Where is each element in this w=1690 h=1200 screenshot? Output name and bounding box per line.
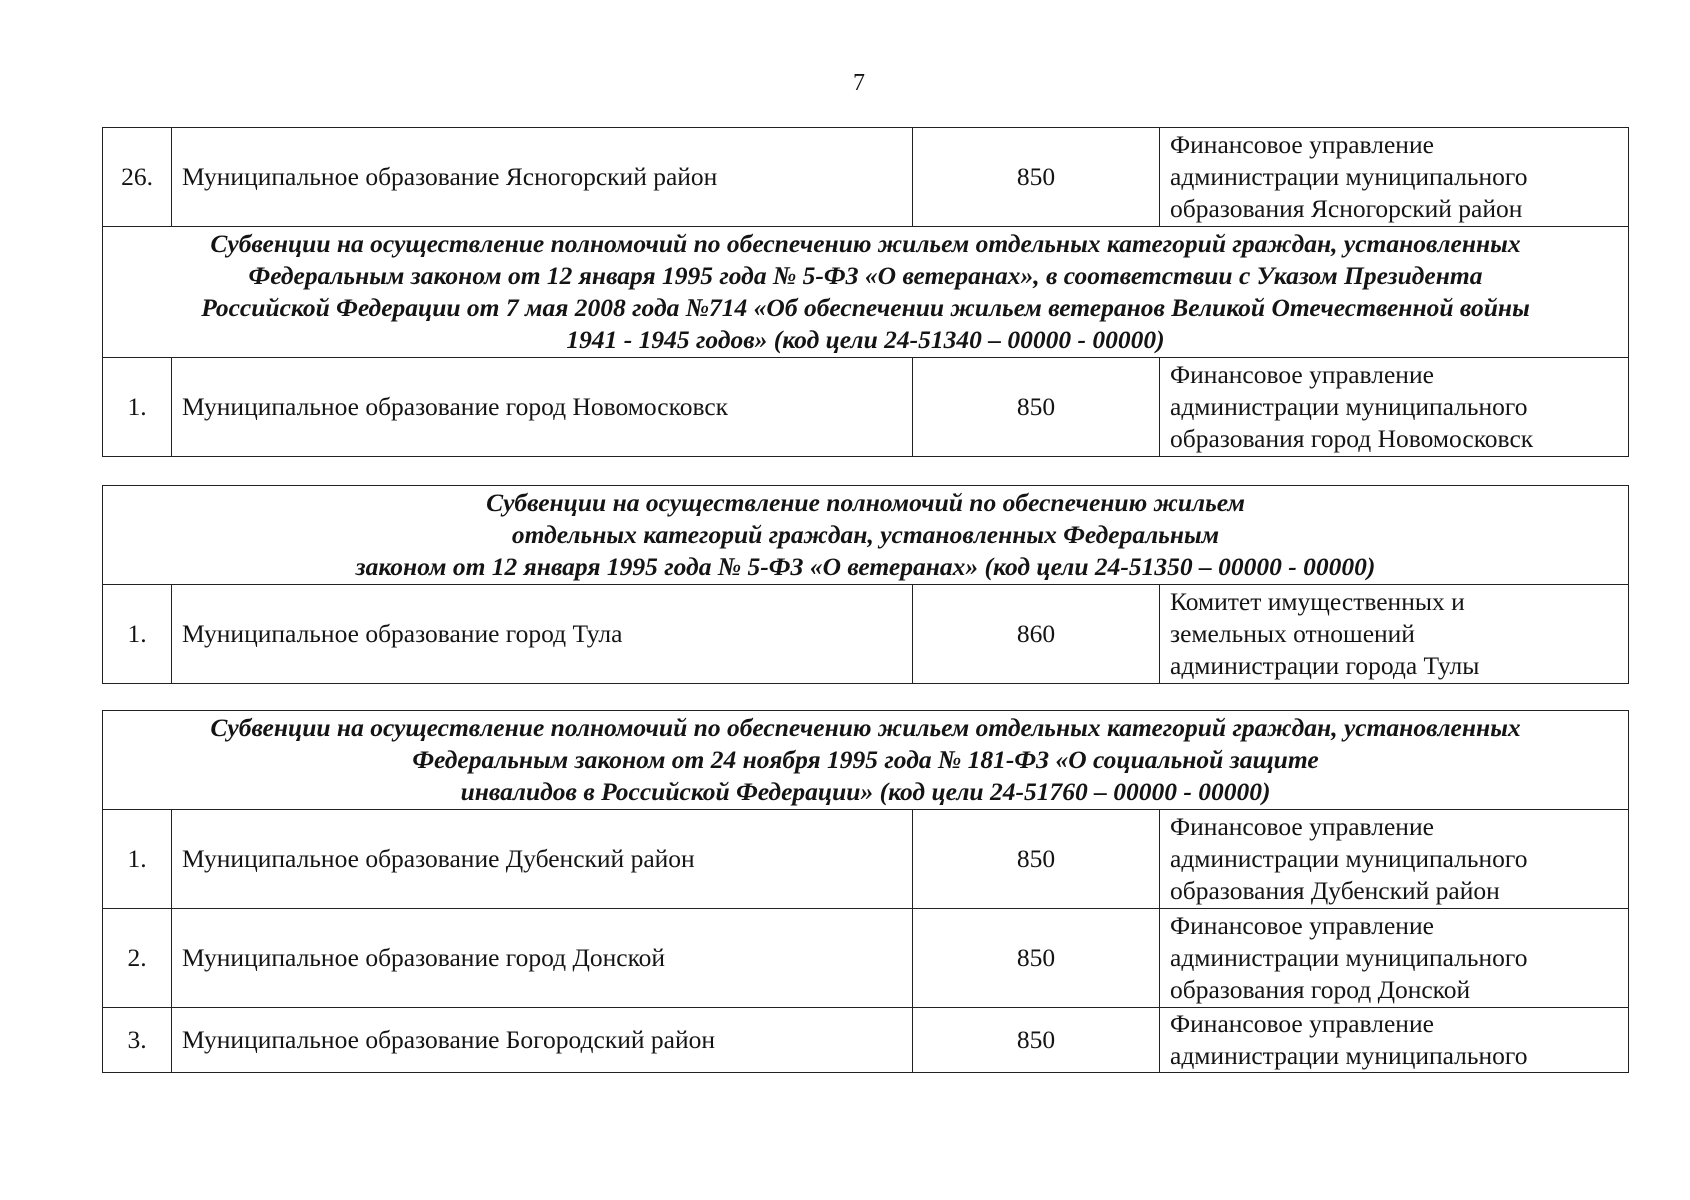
department-code: 850 (913, 1008, 1160, 1073)
organization-line: администрации муниципального (1170, 844, 1528, 873)
organization-line: Финансовое управление (1170, 360, 1434, 389)
organization-name (1160, 585, 1629, 684)
organization-line: образования Дубенский район (1170, 876, 1500, 905)
organization-line: администрации муниципального (1170, 392, 1528, 421)
department-code: 850 (913, 128, 1160, 227)
organization-line: Финансовое управление (1170, 911, 1434, 940)
organization-line: земельных отношений (1170, 619, 1415, 648)
table-row (103, 585, 1629, 684)
organization-name (1160, 1008, 1629, 1073)
heading-line: Федеральным законом от 24 ноября 1995 года № 181-ФЗ «О социальной защите (412, 745, 1319, 774)
row-number: 1. (103, 585, 172, 684)
municipality-name: Муниципальное образование город Новомосковск (172, 358, 913, 457)
section-heading-row (103, 486, 1629, 585)
municipality-name: Муниципальное образование город Донской (172, 909, 913, 1008)
organization-name (1160, 358, 1629, 457)
organization-name (1160, 810, 1629, 909)
organization-name (1160, 128, 1629, 227)
heading-line: Субвенции на осуществление полномочий по обеспечению жильем отдельных категорий граждан, установленных (210, 229, 1521, 258)
heading-line: законом от 12 января 1995 года № 5-ФЗ «О ветеранах» (код цели 24-51350 – 00000 - 00000) (355, 552, 1376, 581)
subvention-table-2 (102, 485, 1629, 684)
municipality-name: Муниципальное образование город Тула (172, 585, 913, 684)
organization-name (1160, 909, 1629, 1008)
page-number: 7 (853, 70, 865, 96)
heading-line: отдельных категорий граждан, установленных Федеральным (511, 520, 1220, 549)
organization-line: Финансовое управление (1170, 1009, 1434, 1038)
subvention-table-3 (102, 710, 1629, 1073)
table-row (103, 909, 1629, 1008)
organization-line: администрации муниципального (1170, 1041, 1528, 1070)
organization-line: администрации муниципального (1170, 943, 1528, 972)
department-code: 850 (913, 909, 1160, 1008)
table-row (103, 1008, 1629, 1073)
section-heading (103, 711, 1629, 810)
table-row (103, 358, 1629, 457)
table-row (103, 810, 1629, 909)
section-heading (103, 486, 1629, 585)
row-number: 2. (103, 909, 172, 1008)
municipality-name: Муниципальное образование Ясногорский район (172, 128, 913, 227)
organization-line: образования Ясногорский район (1170, 194, 1523, 223)
row-number: 3. (103, 1008, 172, 1073)
organization-line: Комитет имущественных и (1170, 587, 1465, 616)
municipality-name: Муниципальное образование Дубенский район (172, 810, 913, 909)
table-row (103, 128, 1629, 227)
heading-line: Субвенции на осуществление полномочий по обеспечению жильем отдельных категорий граждан, установленных (210, 713, 1521, 742)
department-code: 860 (913, 585, 1160, 684)
heading-line: Федеральным законом от 12 января 1995 года № 5-ФЗ «О ветеранах», в соответствии с Указом Президента (248, 261, 1483, 290)
row-number: 1. (103, 810, 172, 909)
section-heading-row (103, 711, 1629, 810)
organization-line: образования город Донской (1170, 975, 1471, 1004)
section-heading-row (103, 227, 1629, 358)
organization-line: Финансовое управление (1170, 130, 1434, 159)
heading-line: Субвенции на осуществление полномочий по обеспечению жильем (486, 488, 1245, 517)
organization-line: Финансовое управление (1170, 812, 1434, 841)
heading-line: Российской Федерации от 7 мая 2008 года №714 «Об обеспечении жильем ветеранов Великой Отечественной войны (201, 293, 1530, 322)
row-number: 26. (103, 128, 172, 227)
heading-line: 1941 - 1945 годов» (код цели 24-51340 – 00000 - 00000) (566, 325, 1165, 354)
department-code: 850 (913, 810, 1160, 909)
municipality-name: Муниципальное образование Богородский район (172, 1008, 913, 1073)
department-code: 850 (913, 358, 1160, 457)
row-number: 1. (103, 358, 172, 457)
organization-line: администрации муниципального (1170, 162, 1528, 191)
section-heading (103, 227, 1629, 358)
organization-line: администрации города Тулы (1170, 651, 1480, 680)
organization-line: образования город Новомосковск (1170, 424, 1534, 453)
heading-line: инвалидов в Российской Федерации» (код цели 24-51760 – 00000 - 00000) (460, 777, 1271, 806)
subvention-table-1 (102, 127, 1629, 457)
